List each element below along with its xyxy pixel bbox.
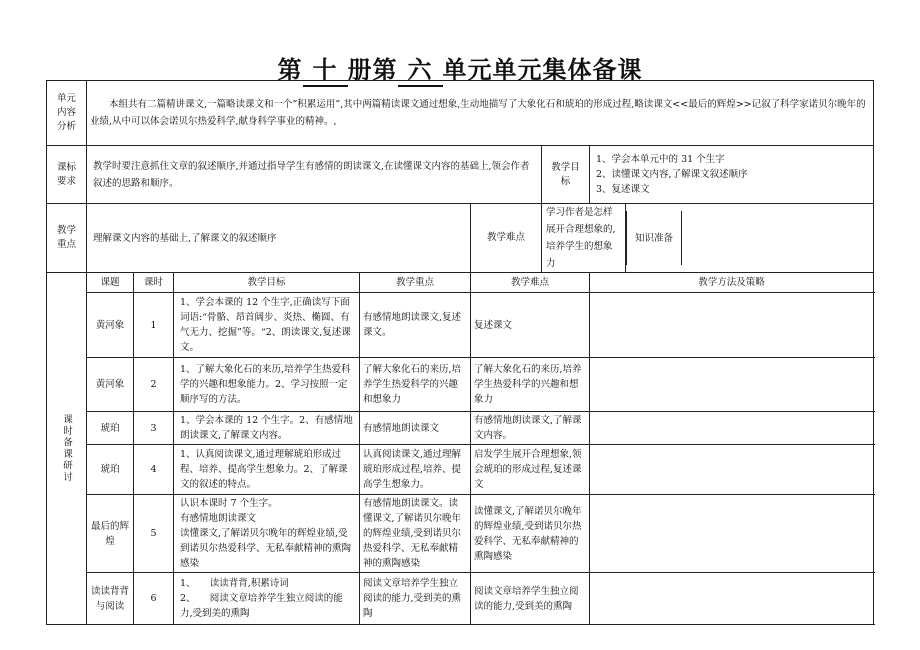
lesson-period: 2 xyxy=(134,358,174,412)
lesson-period: 6 xyxy=(134,573,174,625)
lesson-method xyxy=(590,495,874,573)
difficulty-label: 教学难点 xyxy=(471,204,542,273)
lesson-period: 4 xyxy=(134,445,174,495)
requirements-text: 教学时要注意抓住文章的叙述顺序,并通过指导学生有感情的朗读课文,在读懂课文内容的基础上,领会作者叙述的思路和顺序。 xyxy=(87,146,542,204)
prep-text xyxy=(681,211,873,265)
lesson-goal: 1、了解大象化石的来历,培养学生热爱科学的兴趣和想象能力。2、学习按照一定顺序写的方法。 xyxy=(174,358,360,412)
lesson-difficulty: 复述课文 xyxy=(471,293,590,358)
lesson-method xyxy=(590,412,874,445)
lesson-row xyxy=(47,445,874,495)
lessons-header-row xyxy=(47,273,874,293)
lesson-method xyxy=(590,445,874,495)
lesson-topic: 黄河象 xyxy=(87,293,134,358)
lesson-goal-line: 读懂课文,了解诺贝尔晚年的辉煌业绩,受到诺贝尔热爱科学、无私奉献精神的熏陶感染 xyxy=(180,528,352,569)
lesson-key: 有感情地朗读课文 xyxy=(360,412,471,445)
lesson-topic: 读读背背与阅读 xyxy=(87,573,134,625)
lesson-difficulty: 有感情地朗读课文,了解课文内容。 xyxy=(471,412,590,445)
lessons-side-label xyxy=(47,273,87,625)
goal-item: 3、复述课文 xyxy=(596,184,650,195)
header-goal: 教学目标 xyxy=(174,273,360,293)
goal-item: 1、学会本单元中的 31 个生字 xyxy=(596,154,725,165)
lesson-goal: 1、学会本课的 12 个生字。2、有感情地朗读课文,了解课文内容。 xyxy=(174,412,360,445)
header-difficulty: 教学难点 xyxy=(471,273,590,293)
lesson-row xyxy=(47,293,874,358)
header-key: 教学重点 xyxy=(360,273,471,293)
focus-label: 教学重点 xyxy=(47,204,87,273)
analysis-row xyxy=(47,81,874,146)
goal-list xyxy=(590,146,874,204)
header-period: 课时 xyxy=(134,273,174,293)
lesson-difficulty: 阅读文章培养学生独立阅读的能力,受到美的熏陶 xyxy=(471,573,590,625)
title-part: 册第 xyxy=(347,56,398,84)
lesson-row xyxy=(47,573,874,625)
lesson-goal-line: 认识本课时 7 个生字。 xyxy=(180,498,278,509)
title-part: 单元单元集体备课 xyxy=(442,56,643,84)
lesson-method xyxy=(590,573,874,625)
requirements-row xyxy=(47,146,874,204)
lesson-goal-line: 有感情地朗读课文 xyxy=(180,513,257,524)
volume-number: 十 xyxy=(303,50,348,87)
lesson-method xyxy=(590,358,874,412)
lesson-method xyxy=(590,293,874,358)
lesson-difficulty: 启发学生展开合理想象,领会琥珀的形成过程,复述课文 xyxy=(471,445,590,495)
lessons-side-text: 课时备课研讨 xyxy=(61,414,72,483)
header-topic: 课题 xyxy=(87,273,134,293)
lesson-goal-line: 2、 阅读文章培养学生独立阅读的能力,受到美的熏陶 xyxy=(180,593,343,619)
lesson-topic: 黄河象 xyxy=(87,358,134,412)
header-method: 教学方法及策略 xyxy=(590,273,874,293)
lesson-period: 3 xyxy=(134,412,174,445)
lesson-difficulty: 读懂课文,了解诺贝尔晚年的辉煌业绩,受到诺贝尔热爱科学、无私奉献精神的熏陶感染 xyxy=(471,495,590,573)
analysis-text: 本组共有二篇精讲课文,一篇略读课文和一个”积累运用”,其中两篇精读课文通过想象,生动地描写了大象化石和琥珀的形成过程,略读课文<<最后的辉煌>>记叙了科学家诺贝尔晚年的业绩,从中可以体会诺贝尔热爱科学,献身科学事业的精神。, xyxy=(87,81,874,146)
focus-row xyxy=(47,204,874,273)
requirements-label: 课标要求 xyxy=(47,146,87,204)
lesson-period: 1 xyxy=(134,293,174,358)
lesson-row xyxy=(47,412,874,445)
analysis-label: 单元内容分析 xyxy=(47,81,87,146)
lesson-period: 5 xyxy=(134,495,174,573)
lesson-key: 阅读文章培养学生独立阅读的能力,受到美的熏陶 xyxy=(360,573,471,625)
lesson-key: 了解大象化石的来历,培养学生热爱科学的兴趣和想象力 xyxy=(360,358,471,412)
title-part: 第 xyxy=(277,56,303,84)
lesson-row xyxy=(47,495,874,573)
lesson-goal xyxy=(174,573,360,625)
lesson-row xyxy=(47,358,874,412)
focus-text: 理解课文内容的基础上,了解课文的叙述顺序 xyxy=(87,204,471,273)
lesson-topic: 琥珀 xyxy=(87,412,134,445)
lesson-goal-line: 1、 读读背背,积累诗词 xyxy=(180,578,289,589)
goal-item: 2、读懂课文内容,了解课文叙述顺序 xyxy=(596,169,748,180)
difficulty-text: 学习作者是怎样展开合理想象的,培养学生的想象力 xyxy=(542,204,626,273)
lesson-topic: 最后的辉煌 xyxy=(87,495,134,573)
lesson-plan-table xyxy=(46,80,874,625)
prep-cell xyxy=(626,204,874,273)
lesson-difficulty: 了解大象化石的来历,培养学生热爱科学的兴趣和想象力 xyxy=(471,358,590,412)
goal-label: 教学目标 xyxy=(542,146,590,204)
lesson-key: 有感情地朗读课文,复述课文。 xyxy=(360,293,471,358)
lesson-goal: 1、认真阅读课文,通过理解琥珀形成过程、培养、提高学生想象力。2、了解课文的叙述的特点。 xyxy=(174,445,360,495)
lesson-goal: 1、学会本课的 12 个生字,正确读写下面词语:“骨骼、昂首阔步、炎热、椭圆、有气无力、挖掘”等。“2、朗读课文,复述课文。 xyxy=(174,293,360,358)
prep-label: 知识准备 xyxy=(626,211,681,265)
lesson-key: 有感情地朗读课文。读懂课文,了解诺贝尔晚年的辉煌业绩,受到诺贝尔热爱科学、无私奉献精神的熏陶感染 xyxy=(360,495,471,573)
lesson-key: 认真阅读课文,通过理解琥珀形成过程,培养、提高学生想象力。 xyxy=(360,445,471,495)
unit-number: 六 xyxy=(398,50,443,87)
lesson-topic: 琥珀 xyxy=(87,445,134,495)
lesson-goal xyxy=(174,495,360,573)
